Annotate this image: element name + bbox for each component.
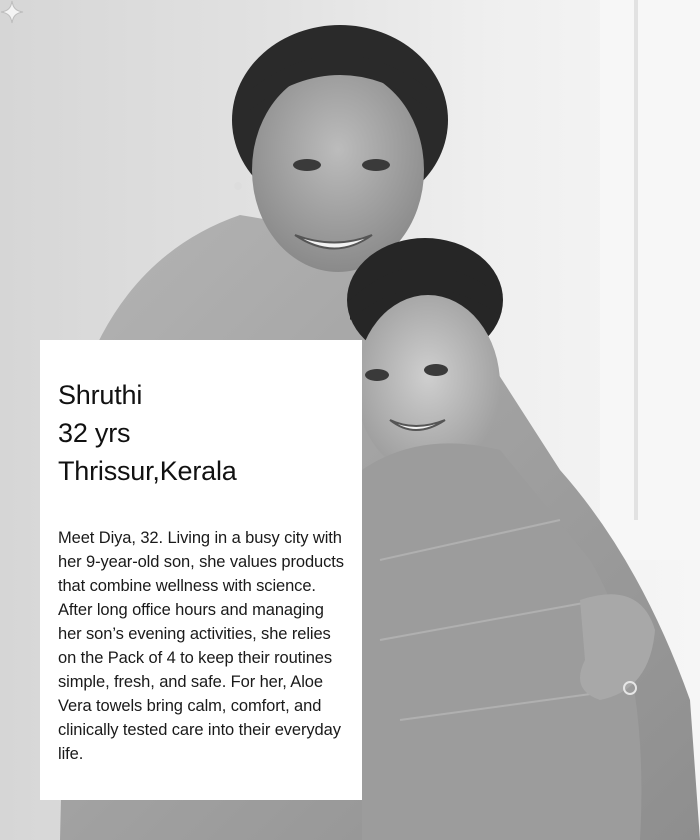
profile-age: 32 yrs (58, 418, 131, 448)
mother-face (252, 68, 424, 272)
profile-card (40, 340, 362, 800)
profile-description: Meet Diya, 32. Living in a busy city with her 9-year-old son, she values products that combine wellness with science. After long office hours and managing her son’s evening activities, she relies on the Pack of 4 to keep their routines simple, fresh, and safe. For her, Aloe Vera towels bring calm, comfort, and clinically tested care into their everyday life. (58, 529, 344, 763)
profile-location: Thrissur,Kerala (58, 456, 237, 486)
window-light (600, 0, 700, 560)
profile-name: Shruthi (58, 380, 143, 410)
sparkle-icon (0, 0, 24, 24)
